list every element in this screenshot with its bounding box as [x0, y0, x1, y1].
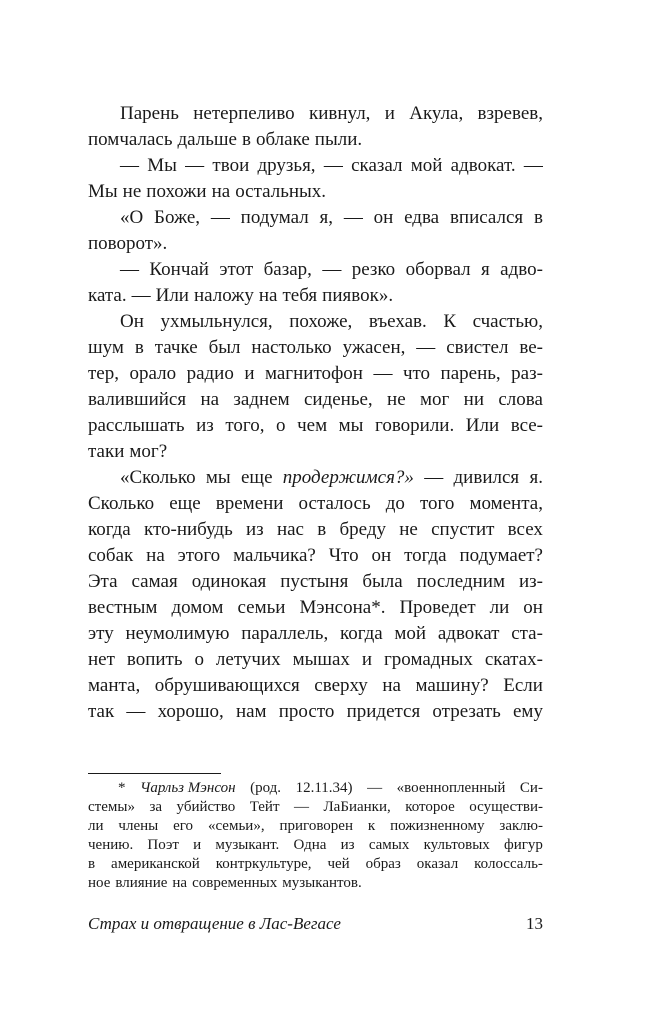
word: адвокат: [437, 623, 500, 644]
word: я,: [319, 207, 333, 228]
page-footer: [88, 913, 543, 935]
main-text: [88, 101, 543, 725]
word: из: [340, 837, 355, 853]
word: 12.11.34): [295, 780, 353, 796]
word: ката.: [88, 285, 127, 306]
word: —: [131, 285, 151, 306]
word: он: [523, 597, 543, 618]
word: —: [120, 155, 139, 176]
word: нет: [88, 649, 115, 670]
footnote-line: [88, 779, 543, 798]
word: радио: [186, 363, 234, 384]
word: мальчика?: [233, 545, 316, 566]
word: твои: [212, 155, 250, 176]
word: стемы»: [88, 799, 135, 815]
word: того: [419, 493, 455, 514]
word: собак: [88, 545, 134, 566]
word: чей: [327, 856, 350, 872]
word: ему: [512, 701, 543, 722]
text-line: [88, 257, 543, 283]
word: ли: [88, 818, 104, 834]
text-line: [88, 101, 543, 127]
word: приговорен: [279, 818, 353, 834]
word: ли: [489, 597, 510, 618]
text-line: [88, 621, 543, 647]
word: влияние: [115, 875, 168, 891]
word: обрушивающихся: [154, 675, 300, 696]
word: осталось: [298, 493, 371, 514]
word: «военнопленный: [396, 780, 506, 796]
word: не: [122, 181, 142, 202]
word: Мы: [88, 181, 118, 202]
word: ное: [88, 875, 111, 891]
word: ужасен,: [342, 337, 406, 358]
text-line: [88, 699, 543, 725]
word: —: [126, 701, 146, 722]
word: семьи: [237, 597, 286, 618]
word: члены: [118, 818, 159, 834]
word: Парень: [120, 103, 179, 124]
word: Или: [155, 285, 189, 306]
word: всех: [507, 519, 543, 540]
word: этого: [177, 545, 221, 566]
word: —: [210, 207, 230, 228]
word: я: [481, 259, 490, 280]
word: ухмыльнулся,: [160, 311, 273, 332]
word: просто: [278, 701, 335, 722]
word: летучих: [215, 649, 281, 670]
word: неумолимую: [125, 623, 230, 644]
word: в: [134, 337, 144, 358]
word: Поэт: [147, 837, 179, 853]
paragraph: [88, 465, 543, 725]
paragraph: [88, 101, 543, 153]
word: громадных: [384, 649, 473, 670]
word: в: [88, 856, 96, 872]
text-line: [88, 647, 543, 673]
word: культовых: [423, 837, 490, 853]
word: (род.: [250, 780, 282, 796]
word: пиявок».: [322, 285, 394, 306]
word: Боже,: [154, 207, 201, 228]
word: адво-: [500, 259, 543, 280]
word: колоссаль-: [474, 856, 543, 872]
footnote: [88, 779, 543, 893]
word: —: [294, 799, 310, 815]
paragraph: [88, 153, 543, 205]
word: кто-нибудь: [143, 519, 233, 540]
word: скатах-: [484, 649, 543, 670]
word: —: [322, 259, 342, 280]
word: не: [399, 519, 418, 540]
word: ЛаБианки,: [323, 799, 391, 815]
footnote-marker: *: [118, 780, 126, 796]
word: сверху: [314, 675, 368, 696]
word: адвокат.: [450, 155, 516, 176]
word: счастью,: [472, 311, 543, 332]
word: «О: [120, 207, 144, 228]
footnote-line: [88, 798, 543, 817]
word: —: [424, 467, 444, 488]
word: на: [146, 545, 165, 566]
word: —: [120, 259, 139, 280]
word: Сколько: [88, 493, 155, 514]
word: о: [276, 415, 286, 436]
word: Что: [328, 545, 359, 566]
word: въехав.: [368, 311, 427, 332]
word: Если: [503, 675, 543, 696]
word: ста-: [511, 623, 543, 644]
paragraph: [88, 205, 543, 257]
word: Тейт: [249, 799, 280, 815]
word: нас: [276, 519, 304, 540]
word: и: [193, 837, 202, 853]
word: Он: [120, 311, 144, 332]
word: его: [173, 818, 194, 834]
word: вопить: [126, 649, 183, 670]
word: в: [317, 519, 327, 540]
word: подумал: [240, 207, 309, 228]
word: за: [149, 799, 163, 815]
word: американской: [111, 856, 200, 872]
word: помчалась: [88, 129, 173, 150]
word: раз-: [511, 363, 543, 384]
word: была: [362, 571, 403, 592]
italic-word: продержимся?»: [282, 467, 414, 488]
word: так: [88, 701, 115, 722]
word: и: [244, 363, 255, 384]
word: пустыня: [280, 571, 349, 592]
word: был: [208, 337, 241, 358]
text-line: [88, 517, 543, 543]
word: из: [246, 519, 264, 540]
word: базар,: [263, 259, 312, 280]
word: заклю-: [499, 818, 543, 834]
footnote-line: [88, 836, 543, 855]
text-line: [88, 335, 543, 361]
running-title: Страх и отвращение в Лас-Вегасе: [88, 914, 341, 933]
word: вестным: [88, 597, 158, 618]
word: придется: [346, 701, 421, 722]
word: на: [382, 675, 401, 696]
word: домом: [171, 597, 224, 618]
word: фигур: [504, 837, 543, 853]
word: едва: [404, 207, 440, 228]
word: наложу: [193, 285, 254, 306]
word: музыкантов.: [282, 875, 362, 891]
word: —: [373, 363, 393, 384]
word: убийство: [176, 799, 236, 815]
word: кивнул,: [308, 103, 371, 124]
word: Мэнсона*.: [299, 597, 386, 618]
word: похоже,: [289, 311, 353, 332]
text-line: [88, 283, 543, 309]
word: сиденье,: [303, 389, 373, 410]
word: когда: [88, 519, 131, 540]
word: тер,: [88, 363, 119, 384]
word: шум: [88, 337, 124, 358]
word: о: [194, 649, 204, 670]
word: на: [258, 285, 278, 306]
word: не: [387, 389, 406, 410]
word: взревев,: [477, 103, 543, 124]
word: которое: [405, 799, 455, 815]
word: расслышать: [88, 415, 185, 436]
word: образ: [365, 856, 401, 872]
word: —: [343, 207, 363, 228]
footnote-line: [88, 855, 543, 874]
word: дивился: [453, 467, 520, 488]
text-line: [88, 179, 543, 205]
word: друзья,: [257, 155, 316, 176]
word: —: [523, 155, 543, 176]
word: Акула,: [409, 103, 464, 124]
page-number: 13: [526, 914, 543, 933]
text-line: [88, 127, 543, 153]
footnote-line: [88, 817, 543, 836]
word: и: [384, 103, 395, 124]
text-line: [88, 205, 543, 231]
word: и: [361, 649, 373, 670]
word: все-: [510, 415, 543, 436]
word: ни: [463, 389, 484, 410]
word: К: [443, 311, 456, 332]
word: того,: [225, 415, 265, 436]
word: «Сколько: [120, 467, 196, 488]
word: что: [402, 363, 431, 384]
word: мой: [394, 623, 427, 644]
text-line: [88, 439, 543, 465]
word: одинокая: [191, 571, 267, 592]
word: —: [367, 780, 383, 796]
word: облаке: [255, 129, 310, 150]
word: магнитофон: [264, 363, 363, 384]
word: мы: [338, 415, 364, 436]
word: он: [373, 207, 394, 228]
word: мы: [205, 467, 231, 488]
word: подумает?: [459, 545, 543, 566]
text-line: [88, 361, 543, 387]
word: бреду: [339, 519, 386, 540]
word: слова: [498, 389, 543, 410]
word: Мы: [147, 155, 177, 176]
word: на: [200, 389, 220, 410]
word: дальше: [177, 129, 237, 150]
word: момента,: [469, 493, 543, 514]
word: сказал: [351, 155, 403, 176]
word: эту: [88, 623, 114, 644]
word: мой: [410, 155, 443, 176]
text-line: [88, 465, 543, 491]
word: оказал: [416, 856, 459, 872]
footnote-name: Чарльз Мэнсон: [140, 780, 236, 796]
word: в: [533, 207, 543, 228]
text-line: [88, 543, 543, 569]
word: настолько: [251, 337, 332, 358]
word: последним: [416, 571, 505, 592]
word: таки: [88, 441, 125, 462]
word: ве-: [519, 337, 543, 358]
word: мог: [419, 389, 450, 410]
text-line: [88, 491, 543, 517]
word: мышах: [292, 649, 350, 670]
word: он: [371, 545, 392, 566]
word: чем: [297, 415, 328, 436]
word: когда: [339, 623, 383, 644]
word: —: [323, 155, 343, 176]
word: тебя: [282, 285, 318, 306]
text-line: [88, 569, 543, 595]
word: хорошо,: [157, 701, 224, 722]
paragraph: [88, 309, 543, 465]
word: на: [172, 875, 188, 891]
footnote-divider: [88, 773, 221, 774]
word: параллель,: [241, 623, 329, 644]
word: пыли.: [314, 129, 363, 150]
word: я.: [529, 467, 543, 488]
word: Проведет: [399, 597, 476, 618]
word: заднем: [233, 389, 290, 410]
word: валившийся: [88, 389, 187, 410]
word: пожизненному: [390, 818, 485, 834]
word: остальных.: [235, 181, 327, 202]
word: Си-: [519, 780, 543, 796]
word: этот: [219, 259, 254, 280]
text-line: [88, 153, 543, 179]
word: самая: [131, 571, 178, 592]
text-line: [88, 231, 543, 257]
word: из-: [518, 571, 543, 592]
text-line: [88, 595, 543, 621]
word: оборвал: [405, 259, 471, 280]
word: Эта: [88, 571, 118, 592]
word: чению.: [88, 837, 134, 853]
word: Или: [465, 415, 500, 436]
word: Кончай: [149, 259, 209, 280]
word: в: [241, 129, 251, 150]
word: тачке: [154, 337, 198, 358]
text-line: [88, 673, 543, 699]
word: машину?: [415, 675, 489, 696]
word: отрезать: [432, 701, 501, 722]
word: «семьи»,: [207, 818, 265, 834]
word: мог?: [129, 441, 168, 462]
word: манта,: [88, 675, 141, 696]
word: из: [196, 415, 214, 436]
word: музыкант.: [215, 837, 280, 853]
word: орало: [129, 363, 177, 384]
word: —: [185, 155, 205, 176]
word: контркультуре,: [215, 856, 312, 872]
word: Одна: [293, 837, 327, 853]
text-line: [88, 387, 543, 413]
word: времени: [215, 493, 284, 514]
word: парень,: [440, 363, 501, 384]
word: современных: [192, 875, 278, 891]
word: вписался: [449, 207, 524, 228]
paragraph: [88, 257, 543, 309]
word: осуществи-: [469, 799, 543, 815]
text-line: [88, 413, 543, 439]
word: к: [367, 818, 376, 834]
word: тогда: [404, 545, 447, 566]
word: нетерпеливо: [193, 103, 295, 124]
word: резко: [351, 259, 396, 280]
word: еще: [241, 467, 273, 488]
word: похожи: [146, 181, 207, 202]
word: говорили.: [375, 415, 455, 436]
word: —: [416, 337, 436, 358]
word: на: [211, 181, 231, 202]
word: спустит: [431, 519, 495, 540]
word: свистел: [446, 337, 509, 358]
word: нам: [235, 701, 267, 722]
word: поворот».: [88, 233, 168, 254]
footnote-line: [88, 874, 543, 893]
word: до: [385, 493, 405, 514]
text-line: [88, 309, 543, 335]
word: еще: [169, 493, 201, 514]
word: самых: [368, 837, 410, 853]
